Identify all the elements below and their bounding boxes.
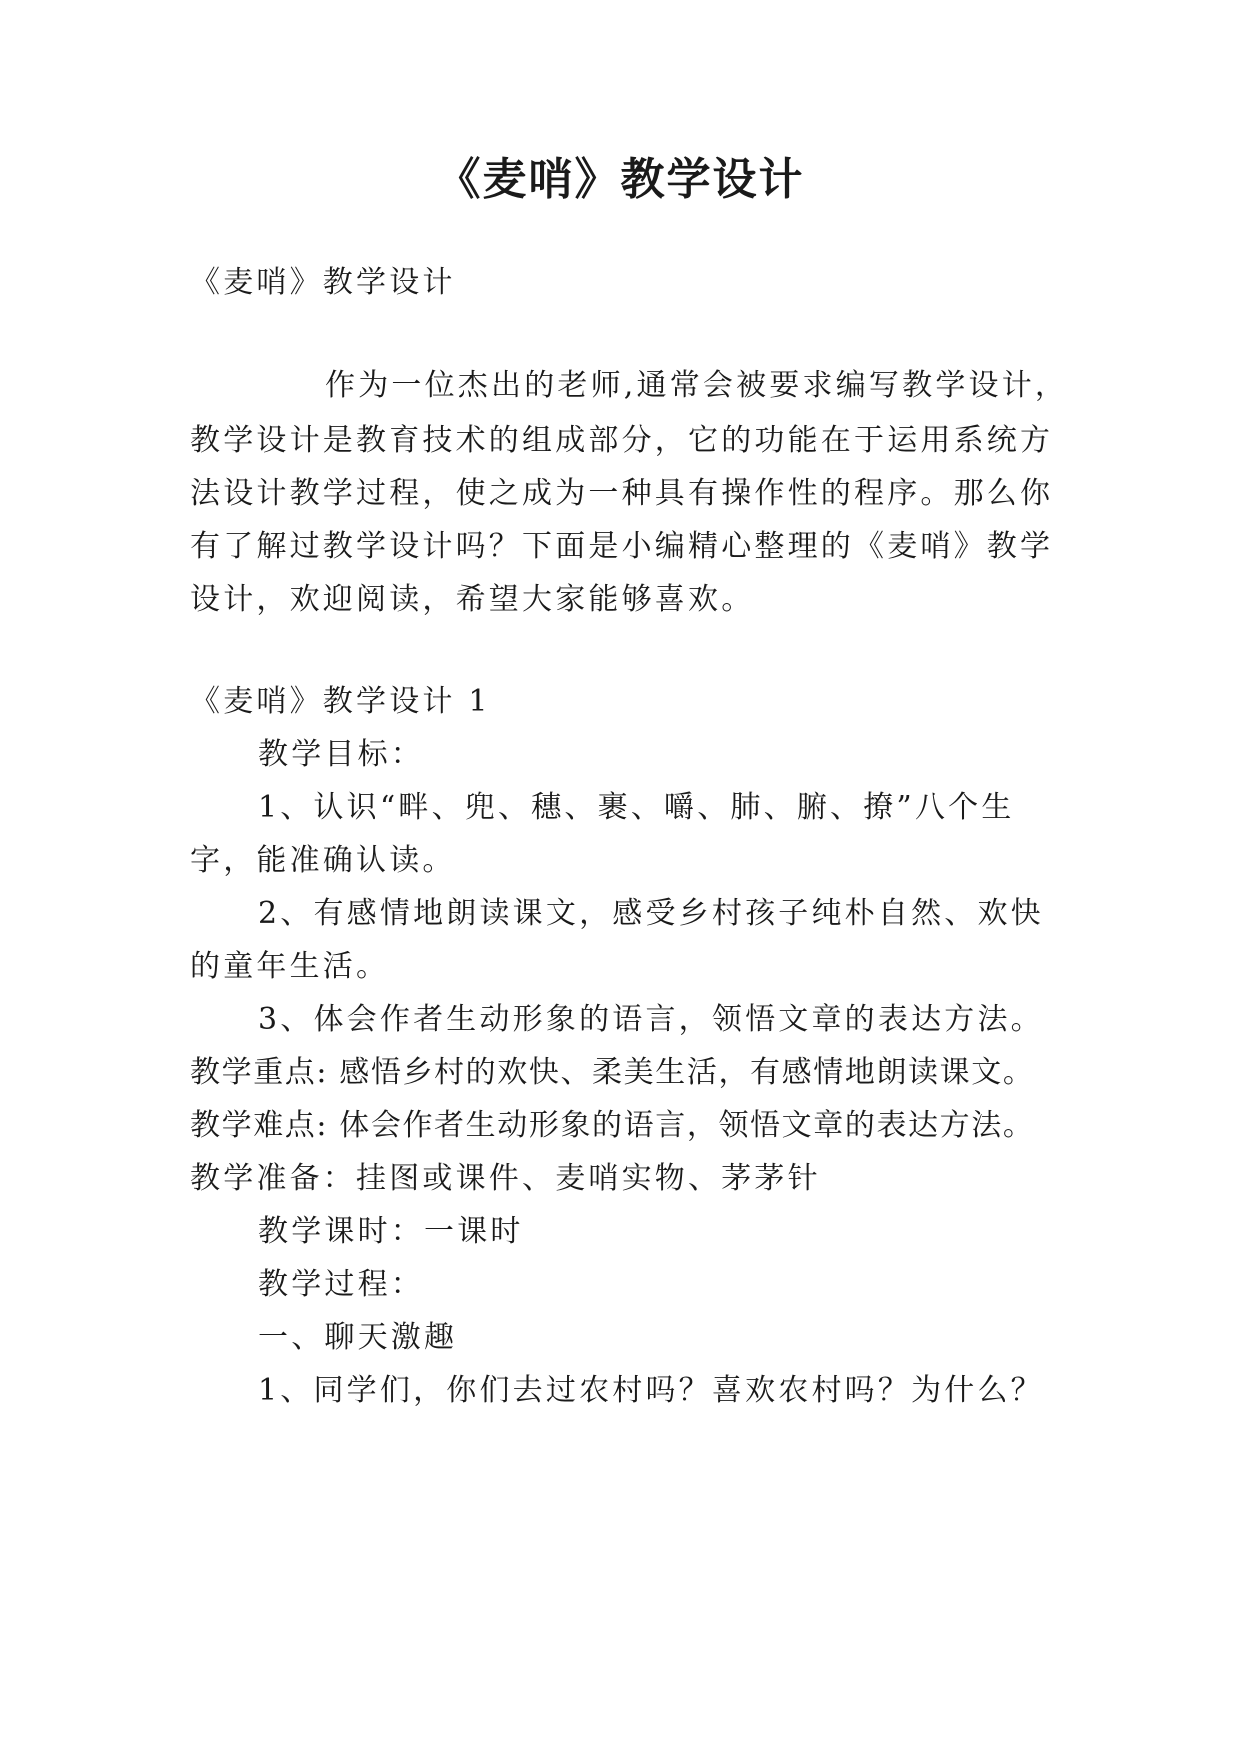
document-title: 《麦哨》教学设计 xyxy=(436,154,805,205)
intro-line: 法设计教学过程，使之成为一种具有操作性的程序。那么你 xyxy=(190,476,1054,511)
section-title: 《麦哨》教学设计 1 xyxy=(190,684,491,719)
body-line: 教学过程： xyxy=(258,1267,424,1302)
intro-line: 作为一位杰出的老师,通常会被要求编写教学设计， xyxy=(325,368,1069,403)
body-line: 字，能准确认读。 xyxy=(190,843,456,878)
body-line: 1、同学们，你们去过农村吗？喜欢农村吗？为什么？ xyxy=(258,1373,1044,1408)
intro-line: 有了解过教学设计吗？下面是小编精心整理的《麦哨》教学 xyxy=(190,529,1054,564)
body-line: 的童年生活。 xyxy=(190,949,390,984)
body-line: 教学课时：一课时 xyxy=(258,1214,524,1249)
body-line: 一、聊天激趣 xyxy=(258,1320,458,1355)
body-line: 2、有感情地朗读课文，感受乡村孩子纯朴自然、欢快 xyxy=(258,896,1044,931)
document-subtitle: 《麦哨》教学设计 xyxy=(190,265,456,300)
body-line: 教学目标： xyxy=(258,737,424,772)
body-line: 教学准备：挂图或课件、麦哨实物、茅茅针 xyxy=(190,1161,821,1196)
body-line: 教学重点: 感悟乡村的欢快、柔美生活，有感情地朗读课文。 xyxy=(190,1055,1035,1090)
intro-line: 设计，欢迎阅读，希望大家能够喜欢。 xyxy=(190,582,755,617)
body-line: 3、体会作者生动形象的语言，领悟文章的表达方法。 xyxy=(258,1002,1044,1037)
body-line: 教学难点: 体会作者生动形象的语言，领悟文章的表达方法。 xyxy=(190,1108,1035,1143)
body-line: 1、认识“畔、兜、穗、裹、嚼、肺、腑、撩”八个生 xyxy=(258,790,1015,825)
intro-line: 教学设计是教育技术的组成部分，它的功能在于运用系统方 xyxy=(190,423,1054,458)
